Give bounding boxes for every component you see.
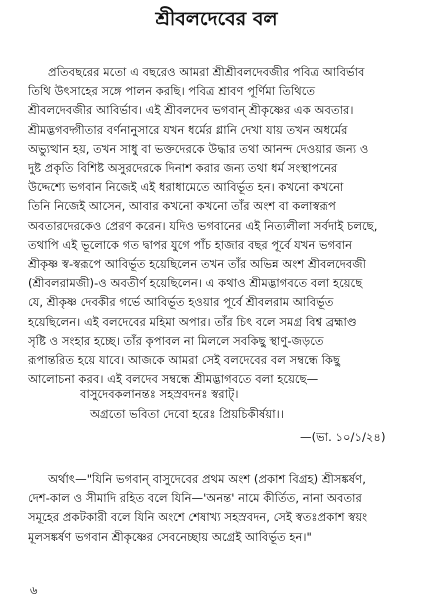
paragraph-line: অভ্যুত্থান হয়, তখন সাধু বা ভক্তদেরকে উদ্ধার তথা আনন্দ দেওয়ার জন্য ও <box>28 141 369 156</box>
paragraph-line: তিনি নিজেই আসেন, আবার কখনো কখনো তাঁর অংশ বা কলাস্বরূপ <box>28 199 336 214</box>
translation-line: সমূহের প্রকটকারী বলে যিনি অংশে শেষাখ্য সহস্রবদন, সেই স্বতঃপ্রকাশ স্বয়ং <box>28 510 368 525</box>
verse-line: বাসুদেবকলানন্তঃ সহস্রবদনঃ স্বরাট্। <box>80 387 239 401</box>
verse-line: অগ্রতো ভবিতা দেবো হরেঃ প্রিয়চিকীর্ষয়া।। <box>90 407 284 421</box>
verse-reference: —(ভা. ১০/১/২৪) <box>300 430 386 444</box>
paragraph-line: শ্রীমদ্ভগবদ্গীতার বর্ণনানুসারে যখন ধর্মের গ্লানি দেখা যায় তখন অধর্মের <box>28 122 348 137</box>
paragraph-line: প্রতিবছরের মতো এ বছরেও আমরা শ্রীশ্রীবলদেবজীর পবিত্র আবির্ভাব <box>48 65 365 79</box>
page-number: ৬ <box>30 583 38 597</box>
paragraph-line: উদ্দেশ্যে ভগবান নিজেই এই ধরাধামেতে আবির্ভূত হন। কখনো কখনো <box>28 180 344 195</box>
translation-line: মূলসঙ্কর্ষণ ভগবান শ্রীকৃষ্ণের সেবনেচ্ছায় অগ্রেই আবির্ভূত হন।" <box>28 529 312 544</box>
translation-line: দেশ-কাল ও সীমাদি রহিত বলে যিনি—'অনন্ত' নামে কীর্তিত, নানা অবতার <box>28 491 362 506</box>
paragraph-line: (শ্রীবলরামজী)-ও অবতীর্ণ হয়েছিলেন। এ কথাও শ্রীমদ্ভাগবতে বলা হয়েছে <box>28 276 363 291</box>
paragraph-line: রূপান্তরিত হয়ে যাবে। আজকে আমরা সেই বলদেবের বল সম্বন্ধে কিছু <box>28 353 341 368</box>
paragraph-line: শ্রীবলদেবজীর আবির্ভাব। এই শ্রীবলদেব ভগবান্ শ্রীকৃষ্ণের এক অবতার। <box>28 103 354 118</box>
translation-line: অর্থাৎ—"যিনি ভগবান্ বাসুদেবের প্রথম অংশ (প্রকাশ বিগ্রহ) শ্রীসঙ্কর্ষণ, <box>48 472 366 486</box>
paragraph-line: তথাপি এই ভূলোকে গত দ্বাপর যুগে পাঁচ হাজার বছর পূর্বে যখন ভগবান <box>28 237 353 252</box>
paragraph-line: যে, শ্রীকৃষ্ণ দেবকীর গর্ভে আবির্ভূত হওয়ার পূর্বে শ্রীবলরাম আবির্ভূত <box>28 295 334 310</box>
paragraph-line: হয়েছিলেন। এই বলদেবের মহিমা অপার। তাঁর চিৎ বলে সমগ্র বিশ্ব ব্রহ্মাণ্ড <box>28 314 357 329</box>
main-paragraph <box>28 63 420 389</box>
sanskrit-verse <box>80 384 400 424</box>
page-title: শ্রীবলদেবের বল <box>155 8 278 30</box>
paragraph-line: শ্রীকৃষ্ণ স্ব-স্বরূপে আবির্ভূত হয়েছিলেন তখন তাঁর অভিন্ন অংশ শ্রীবলদেবজী <box>28 257 366 272</box>
paragraph-line: তিথি উৎসাহের সঙ্গে পালন করছি। পবিত্র শ্রাবণ পূর্ণিমা তিথিতে <box>28 84 316 99</box>
paragraph-line: অবতারদেরকেও প্রেরণ করেন। যদিও ভগবানের এই নিত্যলীলা সর্বদাই চলছে, <box>28 218 378 233</box>
translation-paragraph <box>28 470 420 547</box>
paragraph-line: আলোচনা করব। এই বলদেব সম্বন্ধে শ্রীমদ্ভাগবতে বলা হয়েছে— <box>28 372 319 387</box>
paragraph-line: সৃষ্টি ও সংহার হচ্ছে। তাঁর কৃপাবল না মিললে সবকিছু স্থাণু-জড়তে <box>28 333 324 348</box>
paragraph-line: দুষ্ট প্রকৃতি বিশিষ্ট অসুরদেরকে দিনাশ করার জন্য তথা ধর্ম সংস্থাপনের <box>28 161 338 176</box>
